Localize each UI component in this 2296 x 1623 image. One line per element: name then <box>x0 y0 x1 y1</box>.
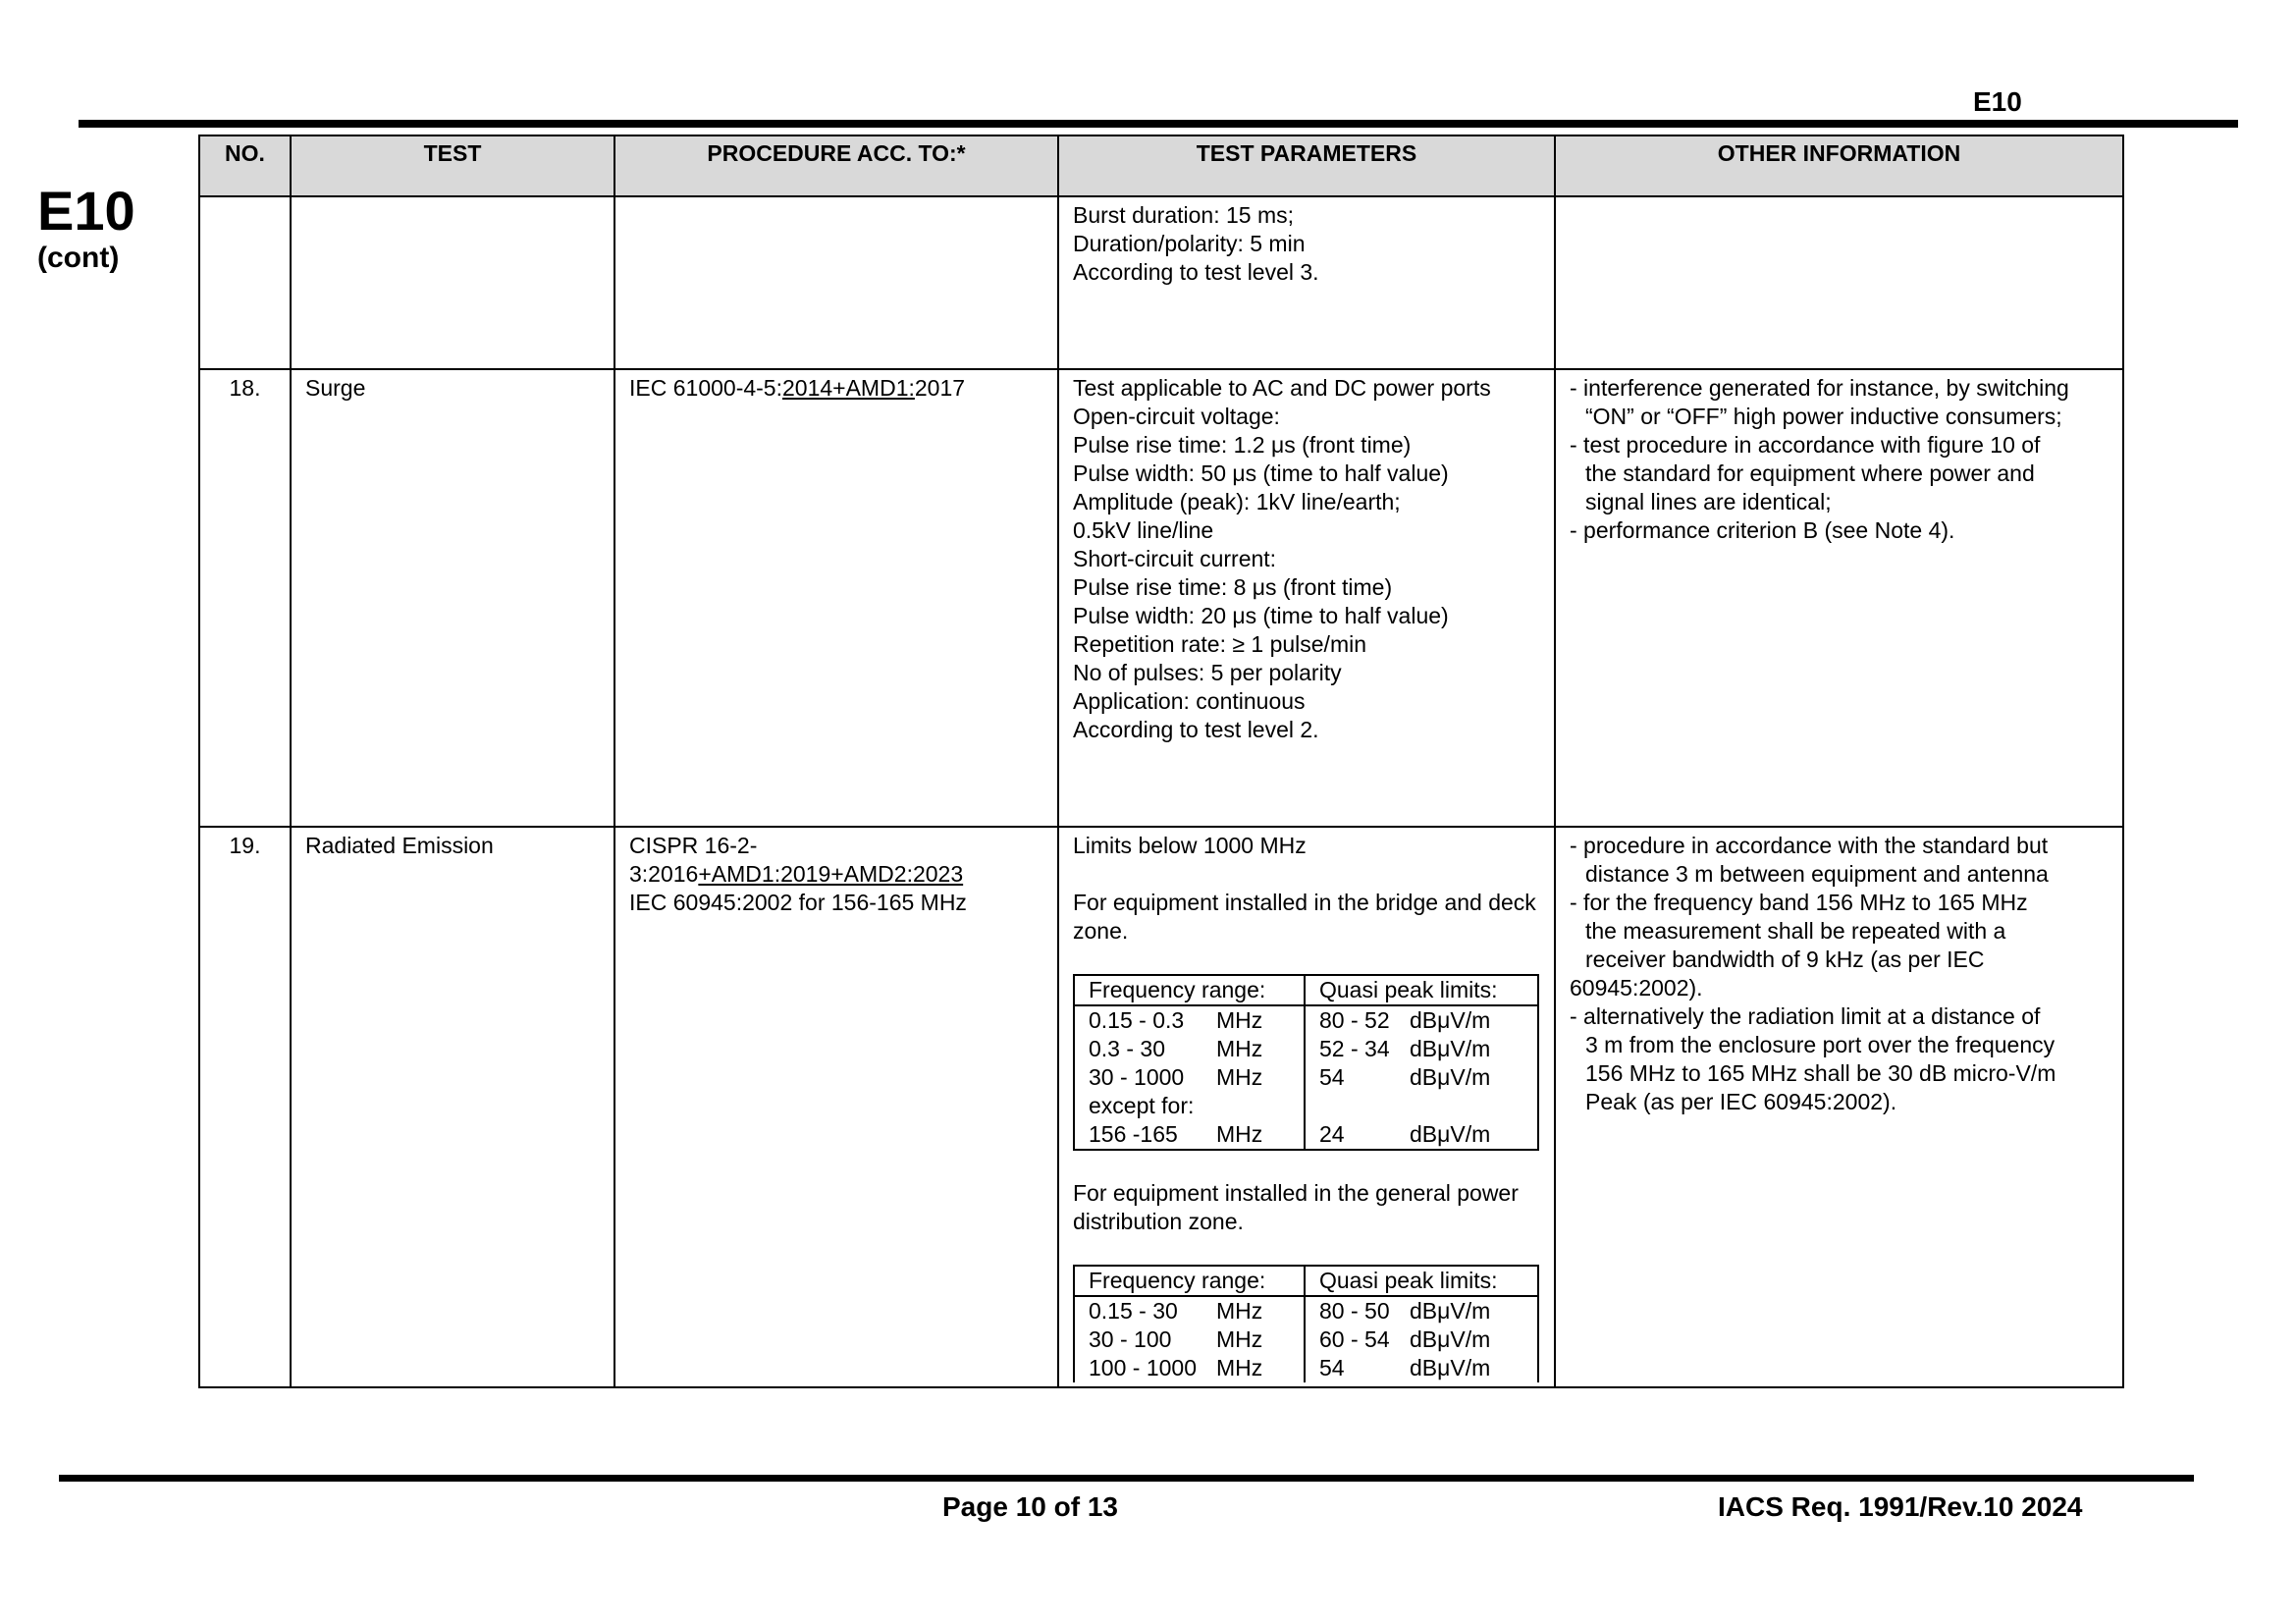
surge-other-cell <box>1555 369 2123 827</box>
surge-params-cell <box>1058 369 1555 827</box>
page-number: Page 10 of 13 <box>942 1491 1118 1522</box>
surge-param: According to test level 2. <box>1073 717 1319 742</box>
table-row: 0.15 - 30 MHz 80 - 50 dBμV/m <box>1074 1296 1538 1325</box>
radiated-other: 60945:2002). <box>1570 975 1703 1001</box>
table-row: 30 - 100 MHz 60 - 54 dBμV/m <box>1074 1325 1538 1354</box>
side-code: E10 <box>37 180 135 242</box>
surge-param: Amplitude (peak): 1kV line/earth; <box>1073 489 1401 514</box>
surge-param: Pulse width: 50 μs (time to half value) <box>1073 460 1449 486</box>
top-rule <box>79 120 2238 128</box>
cont-param: Burst duration: 15 ms; <box>1073 202 1294 228</box>
cont-params-cell <box>1058 196 1555 369</box>
table-row: 30 - 1000 MHz 54 dBμV/m <box>1074 1063 1538 1092</box>
radiated-other: - procedure in accordance with the standard but <box>1570 833 2049 858</box>
bridge-limits-table: Frequency range: Quasi peak limits: 0.15 - 0.3 MHz 80 - 52 dBμV/m 0.3 - 30 MHz 52 - 34 dBμV/m 30 - 1000 MHz 54 dBμV/m except for: 156 -165 MHz 24 dBμV/m <box>1073 974 1539 1151</box>
surge-other: - interference generated for instance, by switching <box>1570 375 2069 401</box>
radiated-no: 19. <box>199 827 291 1387</box>
radiated-other: 3 m from the enclosure port over the frequency <box>1585 1032 2056 1057</box>
general-text: For equipment installed in the general power distribution zone. <box>1073 1180 1519 1234</box>
surge-param: Pulse rise time: 1.2 μs (front time) <box>1073 432 1412 458</box>
surge-param: Application: continuous <box>1073 688 1306 714</box>
col-header-test: TEST <box>291 135 614 196</box>
table-row: 0.3 - 30 MHz 52 - 34 dBμV/m <box>1074 1035 1538 1063</box>
radiated-other: Peak (as per IEC 60945:2002). <box>1585 1089 1897 1114</box>
radiated-other: 156 MHz to 165 MHz shall be 30 dB micro-V/m <box>1585 1060 2056 1086</box>
surge-other: - test procedure in accordance with figure 10 of <box>1570 432 2041 458</box>
surge-param: Pulse rise time: 8 μs (front time) <box>1073 574 1393 600</box>
surge-other: the standard for equipment where power and <box>1585 460 2035 486</box>
table-row: 0.15 - 0.3 MHz 80 - 52 dBμV/m <box>1074 1005 1538 1035</box>
col-header-no: NO. <box>199 135 291 196</box>
table-row-radiated <box>199 827 2123 1387</box>
table-row-surge <box>199 369 2123 827</box>
surge-param: Short-circuit current: <box>1073 546 1277 571</box>
surge-other: signal lines are identical; <box>1585 489 1832 514</box>
surge-test: Surge <box>291 369 614 827</box>
limits-title: Limits below 1000 MHz <box>1073 833 1307 858</box>
col-header-procedure: PROCEDURE ACC. TO:* <box>614 135 1058 196</box>
col-header-parameters: TEST PARAMETERS <box>1058 135 1555 196</box>
document-reference: IACS Req. 1991/Rev.10 2024 <box>1718 1491 2083 1522</box>
radiated-test: Radiated Emission <box>291 827 614 1387</box>
surge-procedure: IEC 61000-4-5:2014+AMD1:2017 <box>614 369 1058 827</box>
radiated-params-cell <box>1058 827 1555 1387</box>
table-row-continued <box>199 196 2123 369</box>
radiated-other: - alternatively the radiation limit at a distance of <box>1570 1003 2041 1029</box>
radiated-procedure: CISPR 16-2- 3:2016+AMD1:2019+AMD2:2023 IEC 60945:2002 for 156-165 MHz <box>614 827 1058 1387</box>
radiated-other: receiver bandwidth of 9 kHz (as per IEC <box>1585 947 1985 972</box>
surge-param: Open-circuit voltage: <box>1073 404 1280 429</box>
radiated-other-cell <box>1555 827 2123 1387</box>
radiated-other: - for the frequency band 156 MHz to 165 MHz <box>1570 890 2028 915</box>
surge-param: No of pulses: 5 per polarity <box>1073 660 1342 685</box>
surge-param: 0.5kV line/line <box>1073 517 1214 543</box>
table-row: 156 -165 MHz 24 dBμV/m <box>1074 1120 1538 1150</box>
table-header-row <box>199 135 2123 196</box>
requirements-table <box>198 135 2124 1388</box>
radiated-other: the measurement shall be repeated with a <box>1585 918 2006 944</box>
surge-param: Test applicable to AC and DC power ports <box>1073 375 1491 401</box>
surge-no: 18. <box>199 369 291 827</box>
header-code: E10 <box>1973 86 2022 117</box>
radiated-other: distance 3 m between equipment and antenna <box>1585 861 2049 887</box>
bottom-rule <box>59 1475 2194 1482</box>
bridge-text: For equipment installed in the bridge and deck zone. <box>1073 890 1536 944</box>
cont-param: According to test level 3. <box>1073 259 1319 285</box>
general-limits-table: Frequency range: Quasi peak limits: 0.15 - 30 MHz 80 - 50 dBμV/m 30 - 100 MHz 60 - 54 dBμV/m 100 - 1000 MHz 54 dBμV/m <box>1073 1265 1539 1382</box>
side-cont: (cont) <box>37 242 120 274</box>
surge-other: “ON” or “OFF” high power inductive consumers; <box>1585 404 2062 429</box>
table-row: except for: <box>1074 1092 1538 1120</box>
surge-param: Pulse width: 20 μs (time to half value) <box>1073 603 1449 628</box>
cont-param: Duration/polarity: 5 min <box>1073 231 1306 256</box>
surge-param: Repetition rate: ≥ 1 pulse/min <box>1073 631 1366 657</box>
col-header-other: OTHER INFORMATION <box>1555 135 2123 196</box>
surge-other: - performance criterion B (see Note 4). <box>1570 517 1955 543</box>
table-row: 100 - 1000 MHz 54 dBμV/m <box>1074 1354 1538 1382</box>
